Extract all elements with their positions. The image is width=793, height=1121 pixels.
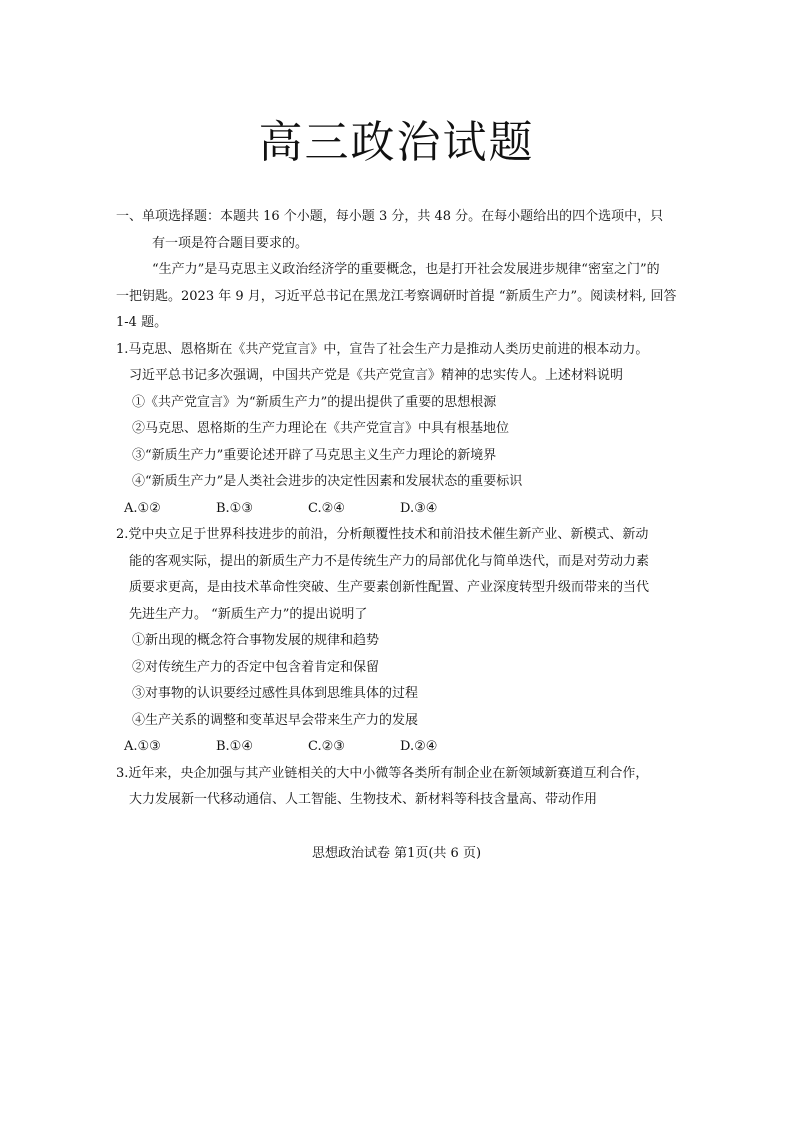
choice-b: B.①③ xyxy=(216,500,253,516)
question-stem-line: 先进生产力。 “新质生产力”的提出说明了 xyxy=(129,606,368,622)
question-1 xyxy=(116,337,676,523)
question-option: ④“新质生产力”是人类社会进步的决定性因素和发展状态的重要标识 xyxy=(132,474,523,489)
question-stem-line: 大力发展新一代移动通信、人工智能、生物技术、新材料等科技含量高、带动作用 xyxy=(129,792,598,807)
question-option: ②马克思、恩格斯的生产力理论在《共产党宣言》中具有根基地位 xyxy=(132,421,510,436)
question-option: ①《共产党宣言》为“新质生产力”的提出提供了重要的思想根源 xyxy=(132,394,497,410)
choice-a: A.①③ xyxy=(124,739,161,754)
choice-b: B.①④ xyxy=(216,739,253,754)
question-option: ③“新质生产力”重要论述开辟了马克思主义生产力理论的新境界 xyxy=(132,447,497,463)
material-line-2: 一把钥匙。2023 年 9 月，习近平总书记在黑龙江考察调研时首提 “新质生产力”。阅读材料, 回答 xyxy=(116,288,676,304)
page-footer: 思想政治试卷 第1页(共 6 页) xyxy=(311,846,482,861)
material-line-3: 1-4 题。 xyxy=(116,315,168,330)
question-stem-line: 1.马克思、恩格斯在《共产党宣言》中，宣告了社会生产力是推动人类历史前进的根本动力。 xyxy=(116,341,649,357)
question-2 xyxy=(116,522,676,761)
page-title: 高三政治试题 xyxy=(258,117,535,168)
section-instruction-line-2: 有一项是符合题目要求的。 xyxy=(152,235,309,251)
question-stem-line: 能的客观实际，提出的新质生产力不是传统生产力的局部优化与简单迭代，而是对劳动力素 xyxy=(129,553,650,569)
answer-choices xyxy=(116,496,676,523)
choice-a: A.①② xyxy=(124,500,161,516)
question-option: ②对传统生产力的否定中包含着肯定和保留 xyxy=(132,659,380,675)
question-option: ①新出现的概念符合事物发展的规律和趋势 xyxy=(132,633,380,648)
question-stem-line: 2.党中央立足于世界科技进步的前沿，分析颠覆性技术和前沿技术催生新产业、新模式、新动 xyxy=(116,527,649,542)
question-stem-line: 习近平总书记多次强调，中国共产党是《共产党宣言》精神的忠实传人。上述材料说明 xyxy=(129,368,624,383)
section-instruction-line-1: 一、单项选择题：本题共 16 个小题，每小题 3 分，共 48 分。在每小题给出的四个选项中，只 xyxy=(116,209,664,224)
choice-d: D.③④ xyxy=(400,500,438,516)
question-3 xyxy=(116,761,676,814)
choice-c: C.②③ xyxy=(308,739,345,754)
question-stem-line: 质要求更高，是由技术革命性突破、生产要素创新性配置、产业深度转型升级而带来的当代 xyxy=(129,580,650,595)
material-line-1: “生产力”是马克思主义政治经济学的重要概念，也是打开社会发展进步规律“密室之门”的 xyxy=(152,262,660,277)
choice-c: C.②④ xyxy=(308,500,345,516)
question-option: ④生产关系的调整和变革迟早会带来生产力的发展 xyxy=(132,712,419,728)
choice-d: D.②④ xyxy=(400,739,438,754)
answer-choices xyxy=(116,734,676,761)
question-option: ③对事物的认识要经过感性具体到思维具体的过程 xyxy=(132,686,419,701)
question-stem-line: 3.近年来，央企加强与其产业链相关的大中小微等各类所有制企业在新领域新赛道互利合作， xyxy=(116,765,649,781)
exam-body xyxy=(116,204,676,814)
